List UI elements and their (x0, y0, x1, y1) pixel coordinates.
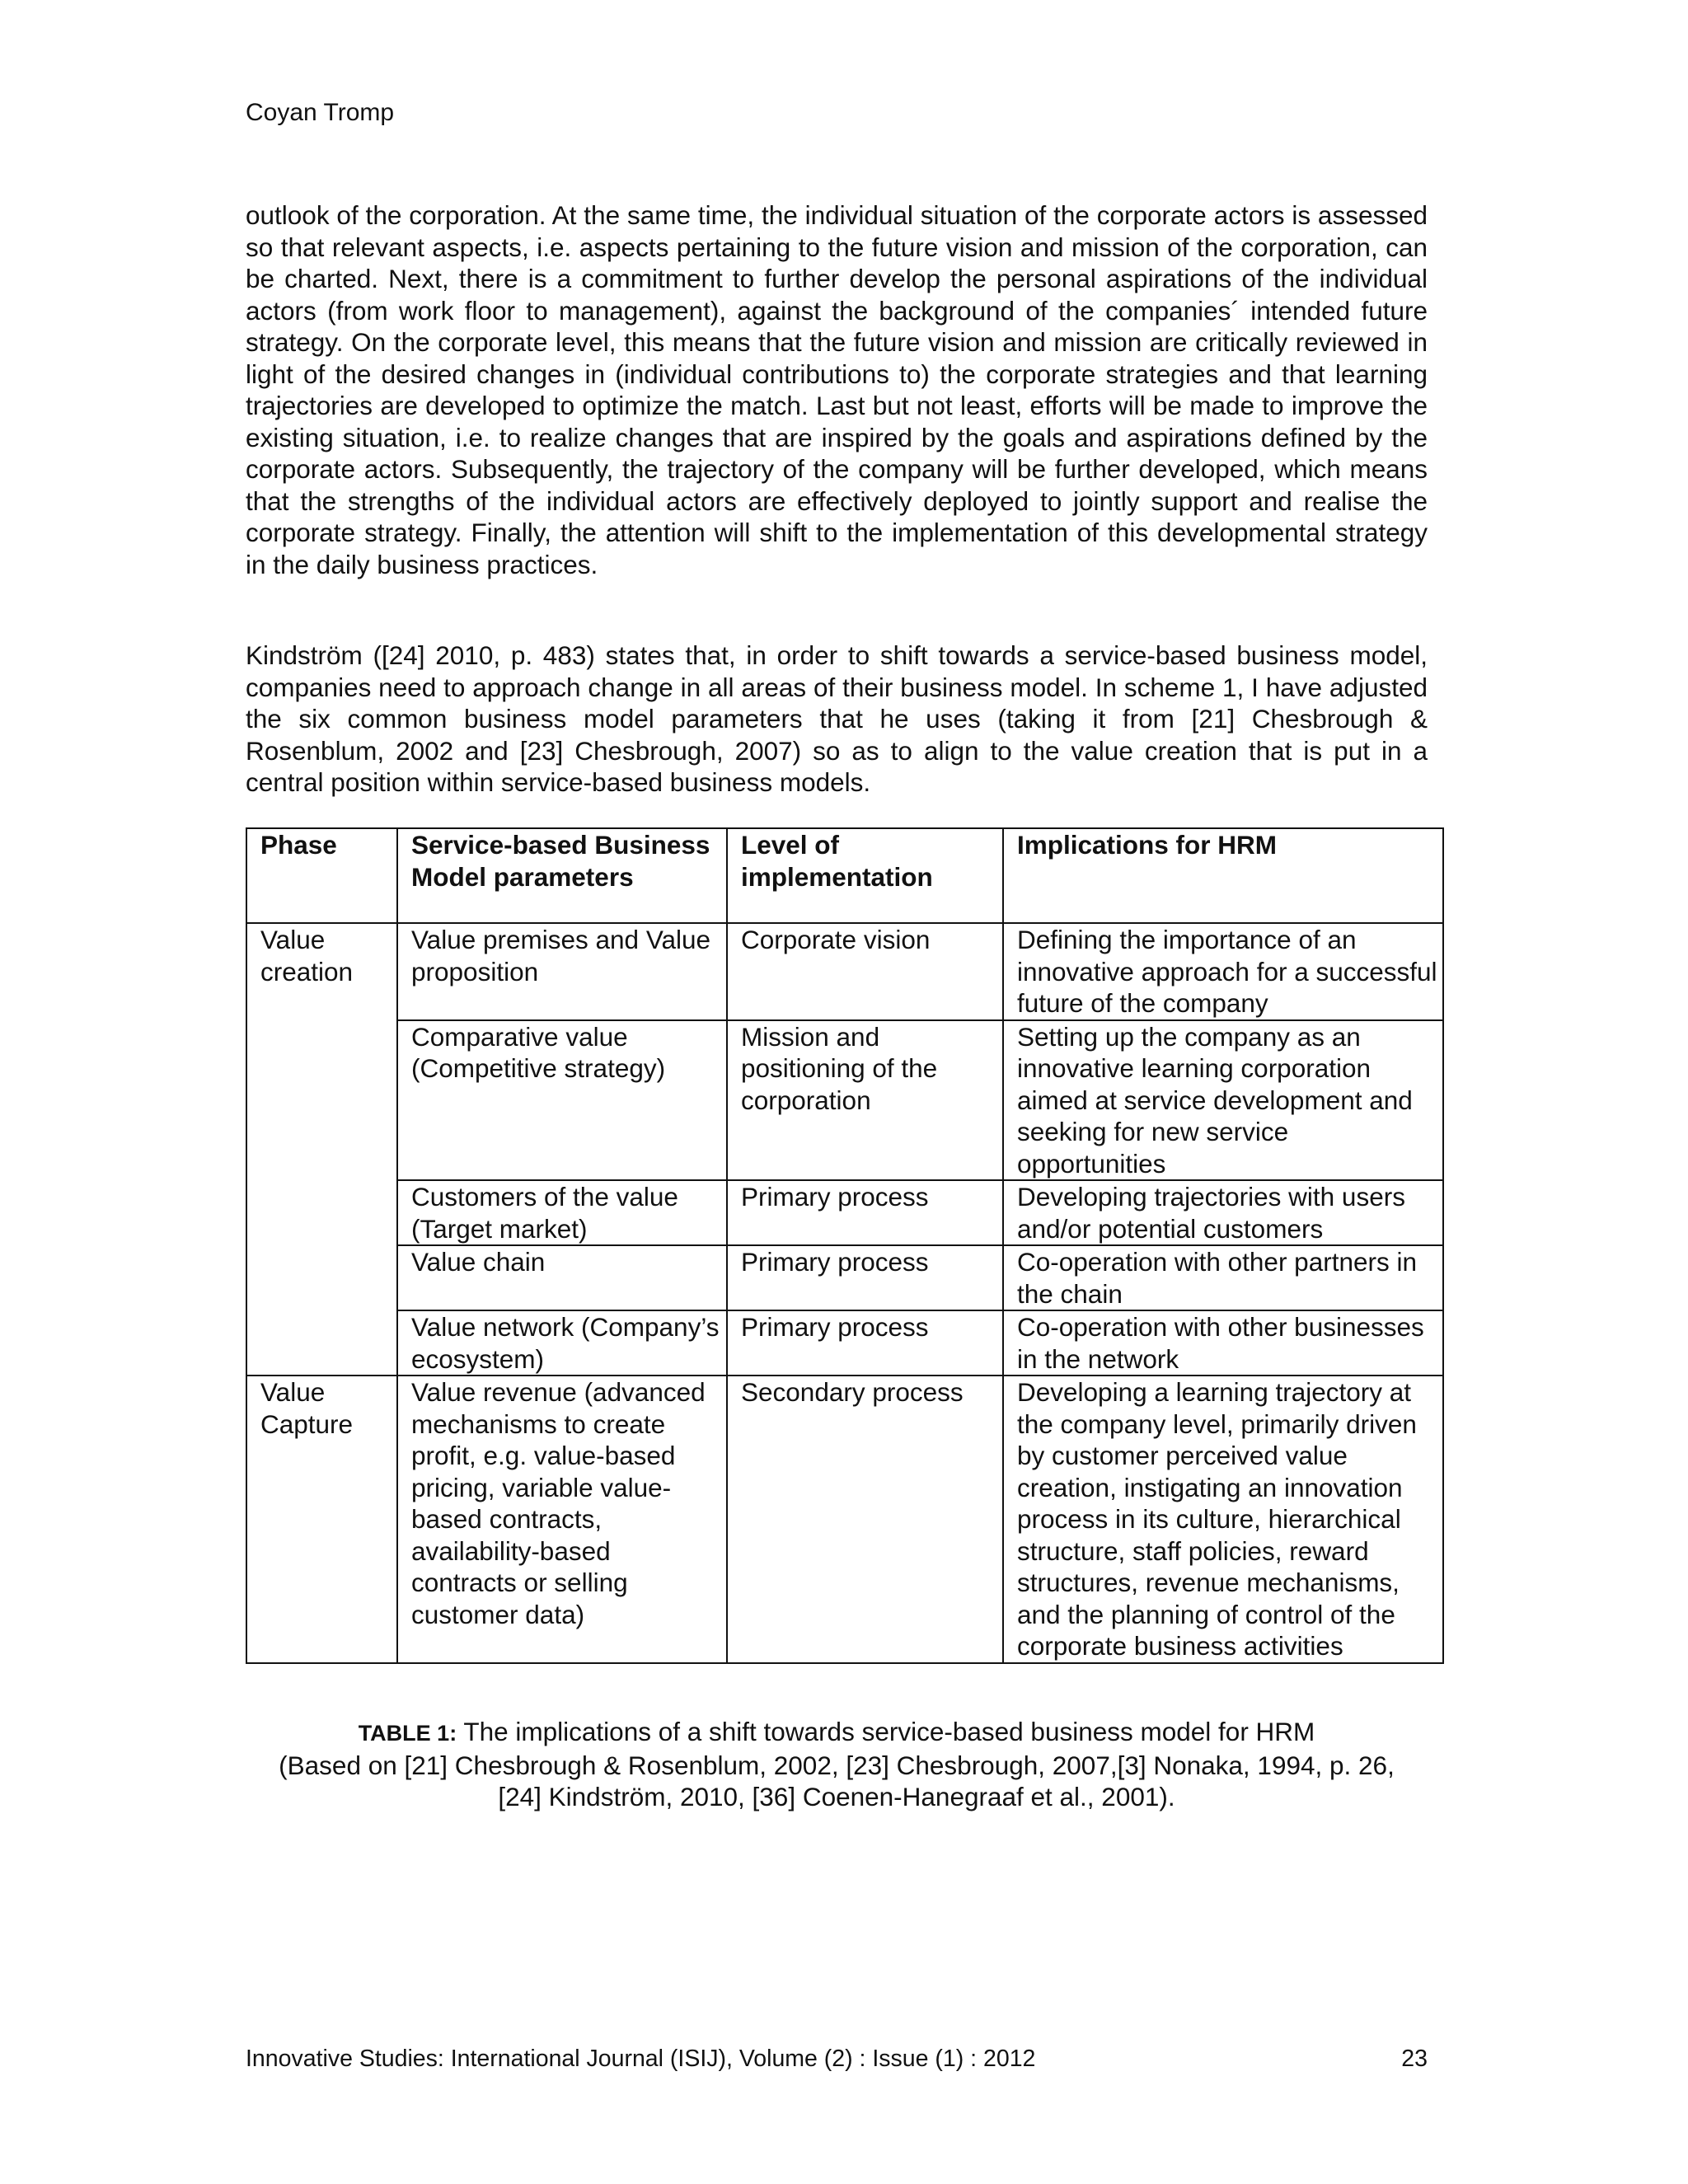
footer-journal-info: Innovative Studies: International Journal (ISIJ), Volume (2) : Issue (1) : 2012 (246, 2046, 1036, 2072)
implication-cell: Co-operation with other partners in the chain (1003, 1245, 1443, 1310)
header-implications: Implications for HRM (1003, 828, 1443, 923)
parameter-cell: Customers of the value (Target market) (397, 1180, 727, 1245)
table-row (246, 1376, 1443, 1663)
level-cell: Mission and positioning of the corporation (727, 1020, 1003, 1181)
header-phase: Phase (246, 828, 397, 923)
implication-cell: Setting up the company as an innovative learning corporation aimed at service development and seeking for new service opportunities (1003, 1020, 1443, 1181)
phase-value-creation: Value creation (246, 923, 397, 1376)
level-cell: Corporate vision (727, 923, 1003, 1020)
parameter-cell: Comparative value (Competitive strategy) (397, 1020, 727, 1181)
table-row (246, 1245, 1443, 1310)
parameter-cell: Value premises and Value proposition (397, 923, 727, 1020)
table-row (246, 1310, 1443, 1376)
caption-title: The implications of a shift towards service-based business model for HRM (463, 1717, 1315, 1746)
header-level: Level of implementation (727, 828, 1003, 923)
caption-label: TABLE 1: (358, 1721, 457, 1746)
parameter-cell: Value revenue (advanced mechanisms to create profit, e.g. value-based pricing, variable value-based contracts, availability-based contracts or selling customer data) (397, 1376, 727, 1663)
implication-cell: Defining the importance of an innovative approach for a successful future of the company (1003, 923, 1443, 1020)
table-row (246, 1020, 1443, 1181)
parameter-cell: Value network (Company’s ecosystem) (397, 1310, 727, 1376)
running-header-author: Coyan Tromp (246, 99, 395, 126)
implication-cell: Developing trajectories with users and/or potential customers (1003, 1180, 1443, 1245)
level-cell: Primary process (727, 1245, 1003, 1310)
caption-line-1 (246, 1716, 1428, 1750)
table-row (246, 1180, 1443, 1245)
level-cell: Primary process (727, 1180, 1003, 1245)
level-cell: Primary process (727, 1310, 1003, 1376)
body-paragraph-2: Kindström ([24] 2010, p. 483) states that, in order to shift towards a service-based business model, companies need to approach change in all areas of their business model. In scheme 1, I have adjusted the six common business model parameters that he uses (taking it from [21] Chesbrough & Rosenblum, 2002 and [23] Chesbrough, 2007) so as to align to the value creation that is put in a central position within service-based business models. (246, 640, 1428, 797)
header-parameters: Service-based Business Model parameters (397, 828, 727, 923)
table-row (246, 923, 1443, 1020)
implication-cell: Developing a learning trajectory at the company level, primarily driven by customer perceived value creation, instigating an innovation process in its culture, hierarchical structure, staff policies, reward structures, revenue mechanisms, and the planning of control of the corporate business activities (1003, 1376, 1443, 1663)
caption-line-2: (Based on [21] Chesbrough & Rosenblum, 2002, [23] Chesbrough, 2007,[3] Nonaka, 1994, p. 26, (279, 1750, 1395, 1780)
table-caption (246, 1716, 1428, 1813)
caption-line-3: [24] Kindström, 2010, [36] Coenen-Hanegraaf et al., 2001). (498, 1782, 1175, 1811)
implication-cell: Co-operation with other businesses in the network (1003, 1310, 1443, 1376)
body-paragraph-1: outlook of the corporation. At the same time, the individual situation of the corporate actors is assessed so that relevant aspects, i.e. aspects pertaining to the future vision and mission of the corporation, can be charted. Next, there is a commitment to further develop the personal aspirations of the individual actors (from work floor to management), against the background of the companies´ intended future strategy. On the corporate level, this means that the future vision and mission are critically reviewed in light of the desired changes in (individual contributions to) the corporate strategies and that learning trajectories are developed to optimize the match. Last but not least, efforts will be made to improve the existing situation, i.e. to realize changes that are inspired by the goals and aspirations defined by the corporate actors. Subsequently, the trajectory of the company will be further developed, which means that the strengths of the individual actors are effectively deployed to jointly support and realise the corporate strategy. Finally, the attention will shift to the implementation of this developmental strategy in the daily business practices. (246, 200, 1428, 579)
page-number: 23 (1401, 2046, 1428, 2072)
table-header-row (246, 828, 1443, 923)
phase-value-capture: Value Capture (246, 1376, 397, 1663)
parameter-cell: Value chain (397, 1245, 727, 1310)
hrm-implications-table (246, 827, 1444, 1664)
level-cell: Secondary process (727, 1376, 1003, 1663)
